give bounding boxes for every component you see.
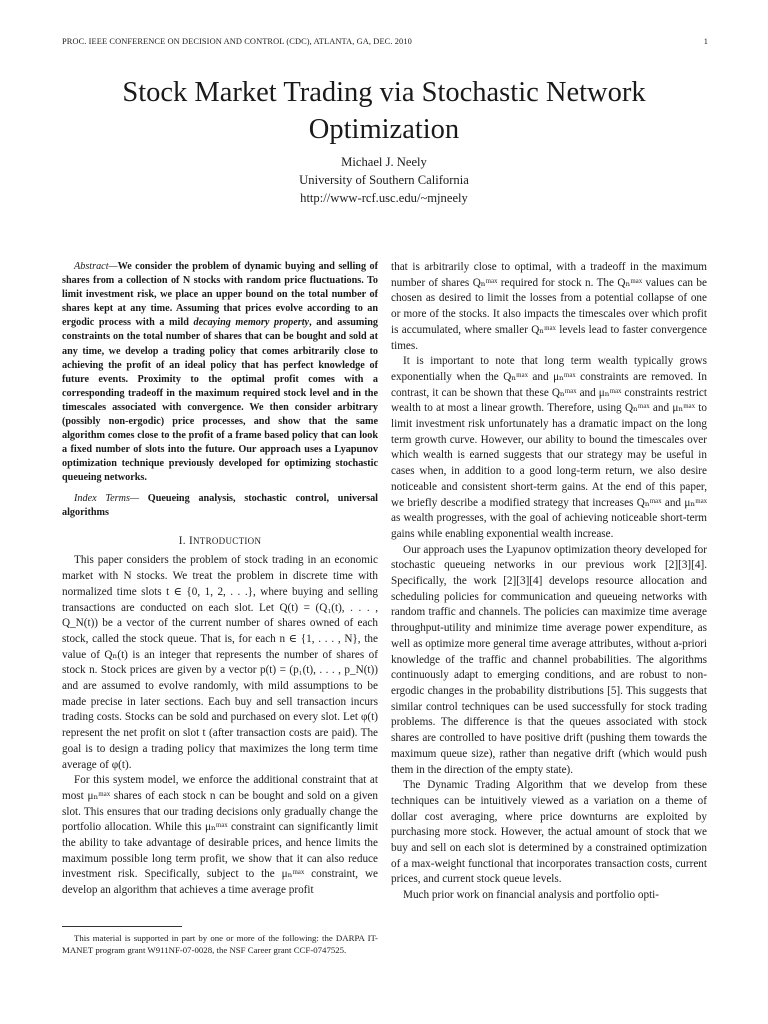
abstract-lead: Abstract <box>74 261 109 272</box>
index-terms <box>62 492 378 520</box>
left-column <box>62 260 378 899</box>
right-paragraph-4: The Dynamic Trading Algorithm that we develop from these techniques can be intuitively viewed as a variation on a theme of dollar cost averaging, where price downturns are exploited by purchasing more stock. However, the actual amount of stock that we buy and sell on each slot is determined by a constrained optimization of a max-weight functional that incorporates transaction costs, current prices, and current stock queue levels. <box>391 779 707 886</box>
abstract-text-2: , and assuming constraints on the total number of shares that can be bought and sold at any time, we develop a trading policy that comes arbitrarily close to achieving the profit of an ideal policy that has perfect knowledge of future events. Proximity to the optimal profit comes with a corresponding tradeoff in the maximum required stock level and in the timescales associated with convergence. We then consider arbitrary (possibly non-ergodic) price processes, and show that the same algorithm comes close to the profit of a frame based policy that can look a fixed number of slots into the future. Our approach uses a Lyapunov optimization technique previously developed for optimizing stochastic queueing networks. <box>62 317 378 484</box>
author-name: Michael J. Neely <box>341 155 427 169</box>
footnote: This material is supported in part by one or more of the following: the DARPA IT-MANET program grant W911NF-07-0028, the NSF Career grant CCF-0747525. <box>62 933 378 955</box>
author-affiliation: University of Southern California <box>299 173 469 187</box>
title-line-1: Stock Market Trading via Stochastic Network <box>122 77 646 108</box>
intro-paragraph-1: This paper considers the problem of stock trading in an economic market with N stocks. We treat the problem in discrete time with normalized time slots t ∈ {0, 1, 2, . . .}, where buying and selling transactions are conducted on each slot. Let Q(t) = (Q₁(t), . . . , Q_N(t)) be a vector of the current number of shares owned of each stock, called the stock queue. That is, for each n ∈ {1, . . . , N}, the value of Qₙ(t) is an integer that represents the number of shares of stock n. Stock prices are given by a vector p(t) = (p₁(t), . . . , p_N(t)) and are assumed to evolve randomly, with mild assumptions to be made precise in later sections. Each buy and sell transaction incurs trading costs. Stocks can be sold and purchased on every slot. Let φ(t) represent the net profit on slot t (after transaction costs are paid). The goal is to design a trading policy that maximizes the long term time average of φ(t). <box>62 554 378 771</box>
author-url[interactable]: http://www-rcf.usc.edu/~mjneely <box>300 191 468 205</box>
page-number: 1 <box>703 37 708 46</box>
section-numeral: I. I <box>178 534 193 547</box>
right-paragraph-2: It is important to note that long term wealth typically grows exponentially when the Qₙᵐᵃˣ and μₙᵐᵃˣ constraints are removed. In contrast, it can be shown that these Qₙᵐᵃˣ and μₙᵐᵃˣ constraints restrict wealth to at most a linear growth. Therefore, using Qₙᵐᵃˣ and μₙᵐᵃˣ to limit investment risk unfortunately has a dramatic impact on the long term growth curve. However, our ability to bound the timescales over which wealth is earned suggests that our strategy may be useful in cases when, in addition to a good long-term return, we also desire noticeable and consistent short-term gains. At the end of this paper, we briefly describe a modified strategy that increases Qₙᵐᵃˣ and μₙᵐᵃˣ as wealth progresses, with the goal of achieving noticeable short-term gains while enabling exponential wealth increase. <box>391 355 707 540</box>
index-terms-lead: Index Terms <box>74 492 130 504</box>
running-head <box>62 37 708 46</box>
footnote-rule <box>62 926 182 927</box>
author-block <box>0 153 768 207</box>
right-paragraph-3: Our approach uses the Lyapunov optimization theory developed for stochastic queueing networks in our previous work [2][3][4]. Specifically, the work [2][3][4] develops resource allocation and scheduling policies for communication and queueing networks with random traffic and channels. The policies can maximize time average throughput-utility and minimize time average power expenditure, as well as optimize more general time average attributes, without a-priori knowledge of the traffic and channel probabilities. The algorithms continuously adapt to emerging conditions, and are robust to non-ergodic changes in the probability distributions [5]. This suggests that similar control techniques can be used successfully for stock trading problems. The difference is that the queues associated with stock shares are controlled to have positive drift (pushing them towards the maximum queue size), rather than negative drift (which would push them in the direction of the empty state). <box>391 543 707 776</box>
section-heading-introduction <box>62 534 378 550</box>
intro-paragraph-2: For this system model, we enforce the additional constraint that at most μₙᵐᵃˣ shares of each stock n can be bought and sold on a given slot. This ensures that our trading decisions only gradually change the portfolio allocation. While this μₙᵐᵃˣ constraint can significantly limit the ability to take advantage of desirable prices, and hence limits the maximum possible long term profit, we show that it can also reduce investment risk. Specifically, subject to the μₙᵐᵃˣ constraint, we develop an algorithm that achieves a time average profit <box>62 774 378 897</box>
index-terms-dash: — <box>129 492 140 504</box>
title-line-2: Optimization <box>308 114 460 145</box>
index-terms-text: Queueing analysis, stochastic control, universal algorithms <box>62 492 378 518</box>
running-head-text: PROC. IEEE CONFERENCE ON DECISION AND CONTROL (CDC), ATLANTA, GA, DEC. 2010 <box>62 37 412 46</box>
abstract-text-1: We consider the problem of dynamic buying and selling of shares from a collection of N stocks with random price fluctuations. To limit investment risk, we place an upper bound on the total number of shares kept at any time. Assuming that prices evolve according to an ergodic process with a mild <box>62 261 378 329</box>
right-column <box>391 260 707 904</box>
section-smallcaps: NTRODUCTION <box>192 535 262 546</box>
paper-title <box>0 74 768 148</box>
abstract-dash: — <box>108 261 118 272</box>
abstract-italic: decaying memory property <box>193 317 310 329</box>
right-paragraph-1: that is arbitrarily close to optimal, with a tradeoff in the maximum number of shares Qₙᵐᵃˣ required for stock n. The Qₙᵐᵃˣ values can be chosen as desired to limit the losses from a potential collapse of one or more of the stocks. It also impacts the timescales over which profit is accumulated, where smaller Qₙᵐᵃˣ levels lead to faster convergence times. <box>391 261 707 352</box>
right-paragraph-5: Much prior work on financial analysis and portfolio opti- <box>403 889 660 902</box>
abstract <box>62 260 378 486</box>
